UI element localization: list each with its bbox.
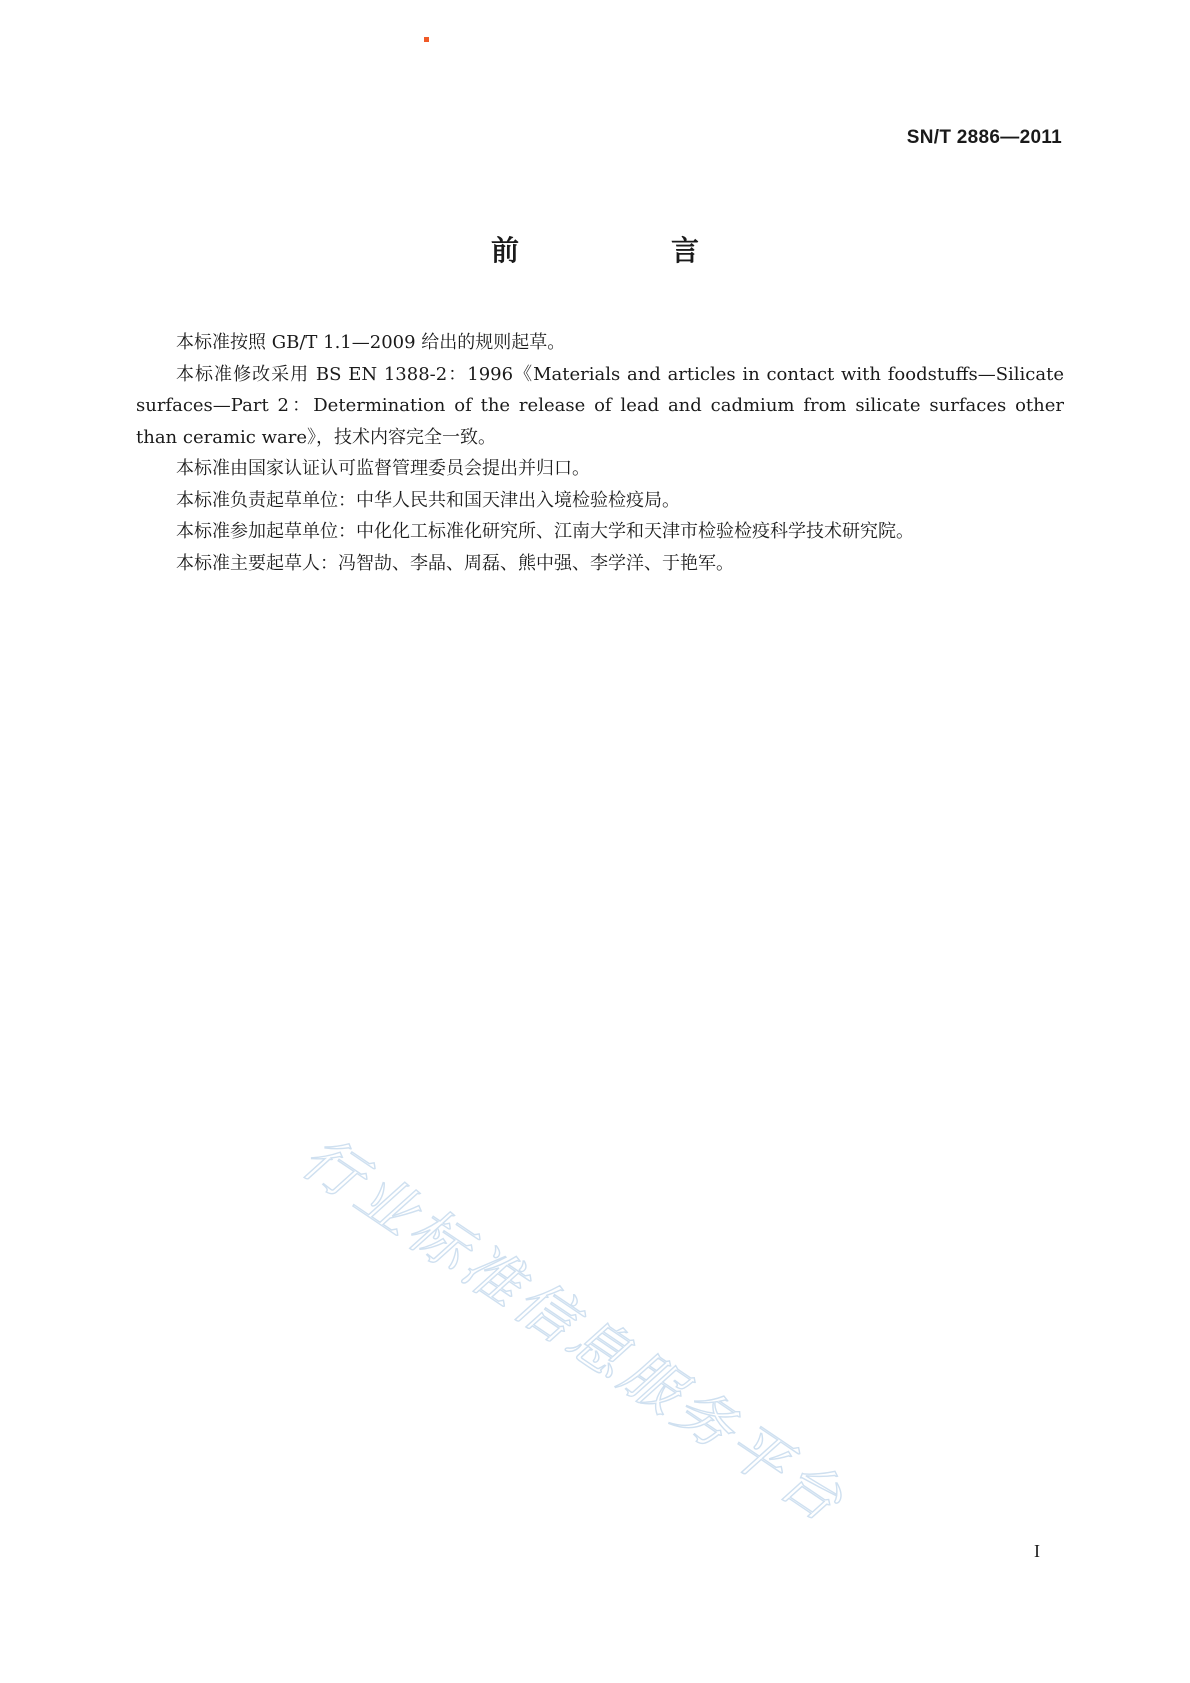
paragraph-drafting-rules: 本标准按照 GB/T 1.1—2009 给出的规则起草。	[176, 332, 566, 353]
paragraph-main-drafters: 本标准主要起草人：冯智劼、李晶、周磊、熊中强、李学洋、于艳军。	[176, 552, 734, 574]
watermark: 行业标准信息服务平台	[290, 1122, 859, 1538]
page-title: 前 言	[490, 234, 761, 267]
paragraph-proposer: 本标准由国家认证认可监督管理委员会提出并归口。	[176, 458, 590, 479]
paragraph-adopted-standard: 本标准修改采用 BS EN 1388-2：1996《Materials and articles in contact with foodstuffs—Silicate surfaces—Part 2：Determination of the release of lead and cadmium from silicate surfaces other than ceramic ware》，技术内容完全一致。	[136, 363, 1064, 448]
foreword-body	[136, 327, 1064, 579]
paragraph-participating-units: 本标准参加起草单位：中化化工标准化研究所、江南大学和天津市检验检疫科学技术研究院。	[176, 521, 914, 542]
orange-marker-dot	[424, 37, 429, 42]
standard-number: SN/T 2886—2011	[906, 127, 1062, 148]
page-number: I	[1034, 1541, 1040, 1561]
paragraph-responsible-unit: 本标准负责起草单位：中华人民共和国天津出入境检验检疫局。	[176, 489, 680, 511]
